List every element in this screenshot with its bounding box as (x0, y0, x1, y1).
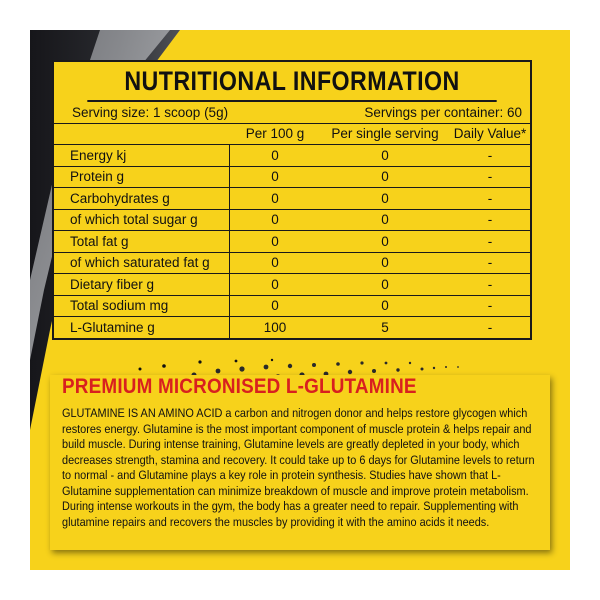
row-daily-value: - (487, 190, 493, 206)
row-per-serving: 0 (381, 190, 389, 206)
row-label: Total sodium mg (54, 296, 230, 317)
row-daily-value: - (487, 147, 493, 163)
row-per-serving: 0 (381, 147, 389, 163)
row-daily-value: - (487, 298, 493, 314)
servings-per-container: Servings per container: 60 (364, 104, 522, 120)
nutrition-row (54, 188, 530, 210)
nutrition-row (54, 167, 530, 189)
row-daily-value: - (487, 255, 493, 271)
row-per100: 0 (271, 298, 279, 314)
row-per100: 0 (271, 212, 279, 228)
row-label: of which saturated fat g (54, 253, 230, 274)
row-per-serving: 0 (381, 276, 389, 292)
row-label: Energy kj (54, 145, 230, 166)
nutrition-table (52, 60, 532, 340)
row-per-serving: 0 (381, 298, 389, 314)
row-per100: 0 (271, 169, 279, 185)
serving-size: Serving size: 1 scoop (5g) (72, 104, 229, 120)
row-per-serving: 0 (381, 212, 389, 228)
row-per100: 0 (271, 147, 279, 163)
nutrition-rows (54, 145, 530, 338)
row-per100: 0 (271, 255, 279, 271)
row-label: Dietary fiber g (54, 274, 230, 295)
row-daily-value: - (487, 276, 493, 292)
row-per100: 100 (263, 319, 287, 335)
row-label: Total fat g (54, 231, 230, 252)
info-body: GLUTAMINE IS AN AMINO ACID a carbon and nitrogen donor and helps restore glycogen which restores energy. Glutamine is the most important component of muscle protein & helps repair and build muscle. During intense training, Glutamine levels are greatly depleted in your body, which decreases strength, stamina and recovery. It could take up to 6 days for Glutamine levels to return to normal - and Glutamine plays a key role in protein synthesis. Studies have shown that L-Glutamine supplementation can minimize breakdown of muscle and improve protein metabolism. During intense workouts in the gym, the body has a greater need to repair. Supplementing with glutamine repairs and recovers the muscles by providing it with the amino acids it needs. (62, 406, 535, 529)
nutrition-row (54, 210, 530, 232)
row-label: L-Glutamine g (54, 317, 230, 338)
row-label: of which total sugar g (54, 210, 230, 231)
nutrition-title: NUTRITIONAL INFORMATION (87, 62, 496, 102)
nutrition-row (54, 231, 530, 253)
row-label: Protein g (54, 167, 230, 188)
col-header-dv: Daily Value* (453, 126, 527, 142)
nutrition-row (54, 317, 530, 338)
row-per-serving: 0 (381, 255, 389, 271)
nutrition-row (54, 296, 530, 318)
row-daily-value: - (487, 169, 493, 185)
header-blank (54, 124, 230, 145)
row-per100: 0 (271, 276, 279, 292)
row-per100: 0 (271, 233, 279, 249)
serving-row (54, 102, 530, 124)
row-per-serving: 5 (381, 319, 389, 335)
nutrition-row (54, 274, 530, 296)
info-title: PREMIUM MICRONISED L-GLUTAMINE (62, 375, 417, 398)
info-box (50, 375, 550, 550)
row-per100: 0 (271, 190, 279, 206)
nutrition-row (54, 253, 530, 275)
row-label: Carbohydrates g (54, 188, 230, 209)
row-per-serving: 0 (381, 233, 389, 249)
row-daily-value: - (487, 233, 493, 249)
column-header-row (54, 124, 530, 146)
col-header-serving: Per single serving (331, 126, 439, 142)
row-per-serving: 0 (381, 169, 389, 185)
col-header-per100: Per 100 g (245, 126, 305, 142)
nutrition-row (54, 145, 530, 167)
row-daily-value: - (487, 212, 493, 228)
row-daily-value: - (487, 319, 493, 335)
